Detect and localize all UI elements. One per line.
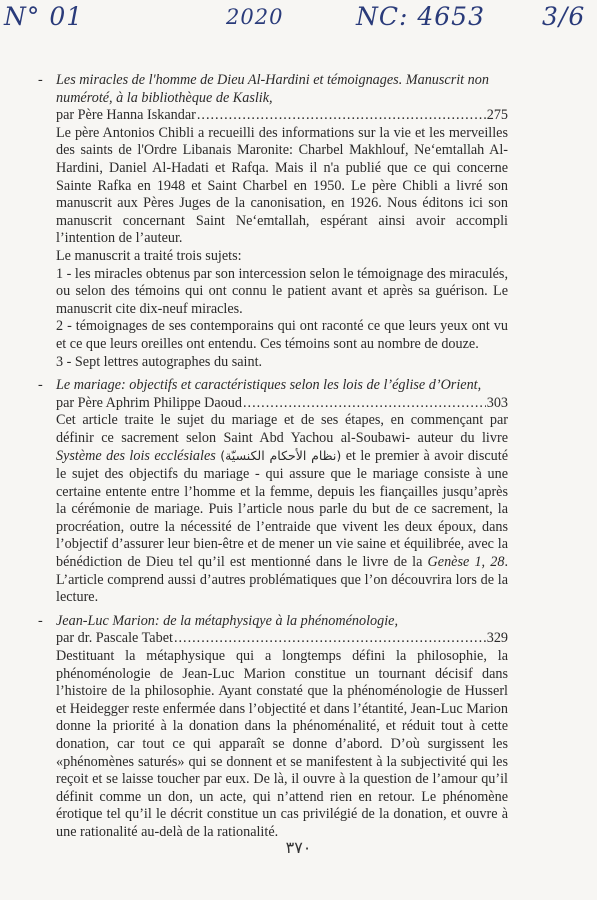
handwritten-year: 2020 [226,5,284,29]
entry-author: par Père Hanna Iskandar [56,107,196,124]
handwritten-annotations [0,2,597,36]
entry-dash: - [38,72,43,88]
abstract-entry [38,613,508,842]
page-number: ٣٧٠ [285,838,312,857]
entry-title: Le mariage: objectifs et caractéristiques selon les lois de l’église d’Orient, [56,377,482,394]
handwritten-number: N° 01 [4,2,84,31]
entry-title: Les miracles de l'homme de Dieu Al-Hardini et témoignages. Manuscrit non numéroté, à la bibliothèque de Kaslik, [56,72,489,106]
entry-paragraph: Le manuscrit a traité trois sujets: [56,247,242,264]
entry-author-line [56,107,508,125]
entry-dash: - [38,612,43,629]
entry-paragraph: 1 - les miracles obtenus par son intercession selon le témoignage des miraculés, ou selon des témoins qui ont connu le patient avant et après sa guérison. Le manuscrit cite dix-neuf miracles. [56,265,508,317]
arabic-book-title: (نظام الأحكام الكنسيّة) [220,448,342,464]
entry-page: 303 [486,394,508,411]
entry-dash: - [38,377,43,394]
entry-paragraph: Le père Antonios Chibli a recueilli des informations sur la vie et les merveilles des saints de l'Ordre Libanais Maronite: Charbel Makhlouf, Ne‘emtallah Al-Hardini, Daniel Al-Hadati et Rafqa. Mais il n'a publié que ce qui concerne Sainte Rafka en 1948 et Saint Charbel en 1950. Le père Chibli a livré son manuscrit aux Pères Juges de la canonisation, en 1926. Nous éditons ici son manuscrit concernant Saint Ne‘emtallah, espérant ainsi avoir accompli l’intention de l’auteur. [56,124,508,247]
entry-author-line [56,630,508,648]
leader-dots [243,395,486,413]
entry-paragraph: 2 - témoignages de ses contemporains qui ont raconté ce que leurs yeux ont vu et ce que leurs oreilles ont entendu. Ces témoins sont au nombre de douze. [56,318,508,352]
handwritten-sheet: 3/6 [542,2,586,31]
entry-author-line [56,395,508,413]
entry-author: par dr. Pascale Tabet [56,630,173,647]
entry-page: 275 [486,107,508,124]
entry-title: Jean-Luc Marion: de la métaphysiqye à la phénoménologie, [56,612,398,629]
abstract-entry [38,377,508,607]
entry-body [56,412,508,607]
body-text: et le premier à avoir discuté le sujet des objectifs du mariage - qui assure que le mariage consiste à une certaine entente entre l’homme et la femme, depuis les fiançailles jusqu’après la cérémonie de mariage. Puis l’article nous parle du but de ce sacrement, la procréation, outre la nécessité de l’entraide que vivent les deux époux, dans l’objectif d’assurer leur bien-être et de mener un vie saine et équilibrée, avec la bénédiction de Dieu tel qu’il est mentionné dans le livre de la [56,448,508,571]
entry-paragraph: Destituant la métaphysique qui a longtemps défini la philosophie, la phénoménologie de Jean-Luc Marion constitue un tournant décisif dans l’histoire de la philosophie. Ayant constaté que la phénoménologie de Husserl et Heidegger reste enfermée dans l’objectité et dans l’étantité, Jean-Luc Marion donne la priorité à la donation dans la phénoménalité, et réduit tout à cette donation, car tout ce qui apparaît se donne d’abord. D’où surgissent les «phénomènes saturés» qui se donnent et se manifestent à la subjectivité qui les reçoit et se laisse toucher par eux. De là, il ouvre à la question de l’amour qu’il définit comme un don, un acte, qui n’attend rien en retour. Le phénomène érotique tel qu’il le décrit constitue un cas privilégié de la donation, et ouvre à une rationalité au-delà de la rationalité. [56,648,508,840]
abstract-entry [38,72,508,371]
leader-dots [197,107,486,125]
entry-body [56,125,508,371]
entry-paragraph: 3 - Sept lettres autographes du saint. [56,353,263,370]
bible-reference: Genèse 1, 28 [427,554,505,571]
body-text: Cet article traite le sujet du mariage et de ses étapes, en commençant par définir ce sacrement selon Saint Abd Yachou al-Soubawi- auteur du livre [56,412,508,446]
leader-dots [174,630,486,648]
entry-paragraph [56,412,508,607]
entry-author: par Père Aphrim Philippe Daoud [56,394,242,411]
handwritten-code: NC: 4653 [356,2,485,31]
book-title: Système des lois ecclésiales [56,448,216,465]
abstracts-list [38,72,508,848]
body-text: . L’article comprend aussi d’autres problématiques que l’on découvrira lors de la lecture. [56,554,508,606]
entry-page: 329 [486,630,508,647]
entry-body [56,648,508,842]
